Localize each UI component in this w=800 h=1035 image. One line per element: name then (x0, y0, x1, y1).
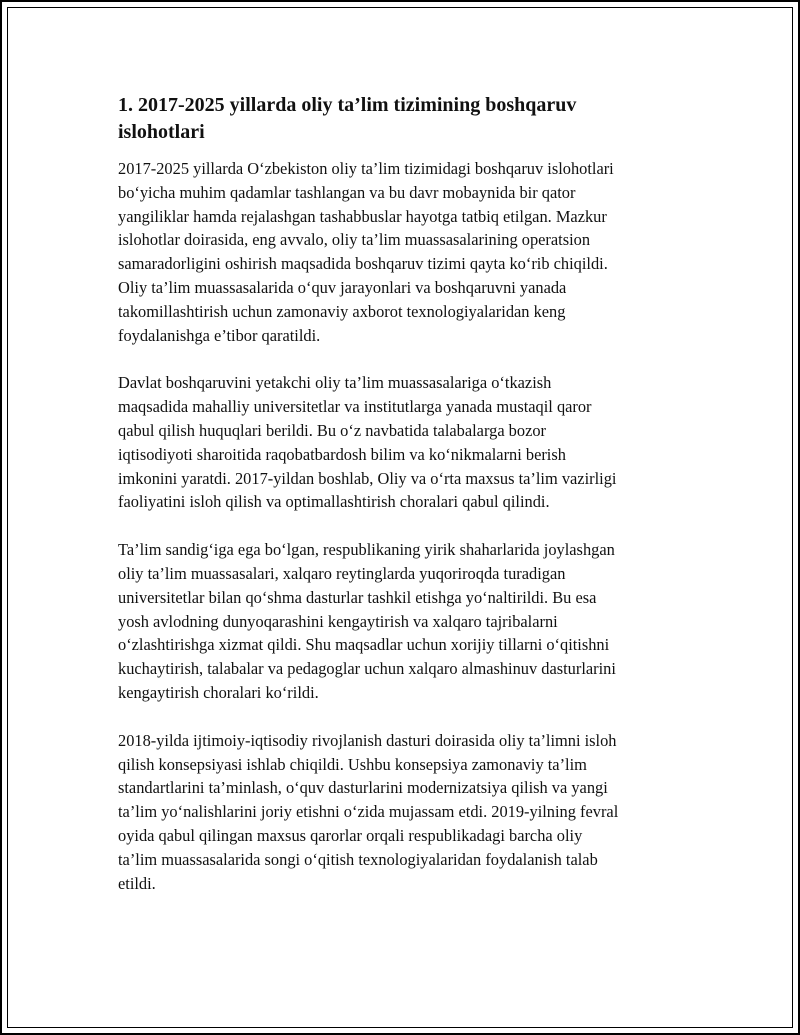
paragraph-line: yangiliklar hamda rejalashgan tashabbuslar hayotga tatbiq etilgan. Mazkur (118, 206, 607, 226)
paragraph-line: kuchaytirish, talabalar va pedagoglar uchun xalqaro almashinuv dasturlarini (118, 659, 616, 679)
paragraph-line: etildi. (118, 873, 156, 893)
section-heading (118, 92, 690, 146)
heading-line: islohotlari (118, 121, 205, 143)
paragraph-line: 2017-2025 yillarda O‘zbekiston oliy ta’lim tizimidagi boshqaruv islohotlari (118, 159, 614, 178)
paragraph-line: imkonini yaratdi. 2017-yildan boshlab, Oliy va o‘rta maxsus ta’lim vazirligi (118, 468, 617, 488)
paragraph-1 (118, 157, 690, 347)
paragraph-line: Ta’lim sandig‘iga ega bo‘lgan, respublikaning yirik shaharlarida joylashgan (118, 540, 615, 560)
heading-line: 1. 2017-2025 yillarda oliy ta’lim tizimining boshqaruv (118, 94, 577, 116)
paragraph-line: oyida qabul qilingan maxsus qarorlar orqali respublikadagi barcha oliy (118, 825, 583, 845)
paragraph-line: samaradorligini oshirish maqsadida boshqaruv tizimi qayta ko‘rib chiqildi. (118, 254, 608, 274)
paragraph-line: maqsadida mahalliy universitetlar va institutlarga yanada mustaqil qaror (118, 397, 592, 417)
paragraph-line: standartlarini ta’minlash, o‘quv dasturlarini modernizatsiya qilish va yangi (118, 778, 608, 798)
paragraph-line: foydalanishga e’tibor qaratildi. (118, 325, 321, 345)
paragraph-line: takomillashtirish uchun zamonaviy axborot texnologiyalaridan keng (118, 301, 566, 321)
paragraph-line: 2018-yilda ijtimoiy-iqtisodiy rivojlanish dasturi doirasida oliy ta’limni isloh (118, 730, 617, 750)
paragraph-3 (118, 538, 690, 705)
paragraph-line: yosh avlodning dunyoqarashini kengaytirish va xalqaro tajribalarni (118, 611, 558, 631)
paragraph-line: Oliy ta’lim muassasalarida o‘quv jarayonlari va boshqaruvni yanada (118, 277, 567, 297)
paragraph-line: islohotlar doirasida, eng avvalo, oliy ta’lim muassasalarining operatsion (118, 230, 591, 250)
paragraph-line: o‘zlashtirishga xizmat qildi. Shu maqsadlar uchun xorijiy tillarni o‘qitishni (118, 635, 610, 655)
paragraph-line: ta’lim yo‘nalishlarini joriy etishni o‘zida mujassam etdi. 2019-yilning fevral (118, 802, 619, 822)
paragraph-line: Davlat boshqaruvini yetakchi oliy ta’lim muassasalariga o‘tkazish (118, 373, 552, 393)
paragraph-4 (118, 729, 690, 896)
paragraph-2 (118, 371, 690, 514)
paragraph-line: universitetlar bilan qo‘shma dasturlar tashkil etishga yo‘naltirildi. Bu esa (118, 587, 597, 607)
paragraph-line: iqtisodiyoti sharoitida raqobatbardosh bilim va ko‘nikmalarni berish (118, 444, 566, 464)
document-body (118, 92, 690, 919)
paragraph-line: qilish konsepsiyasi ishlab chiqildi. Ushbu konsepsiya zamonaviy ta’lim (118, 754, 587, 774)
paragraph-line: ta’lim muassasalarida songi o‘qitish texnologiyalaridan foydalanish talab (118, 849, 598, 869)
paragraph-line: bo‘yicha muhim qadamlar tashlangan va bu davr mobaynida bir qator (118, 182, 576, 202)
paragraph-line: faoliyatini isloh qilish va optimallashtirish choralari qabul qilindi. (118, 492, 550, 512)
paragraph-line: kengaytirish choralari ko‘rildi. (118, 682, 319, 702)
paragraph-line: qabul qilish huquqlari berildi. Bu o‘z navbatida talabalarga bozor (118, 420, 547, 440)
paragraph-line: oliy ta’lim muassasalari, xalqaro reytinglarda yuqoriroqda turadigan (118, 563, 566, 583)
